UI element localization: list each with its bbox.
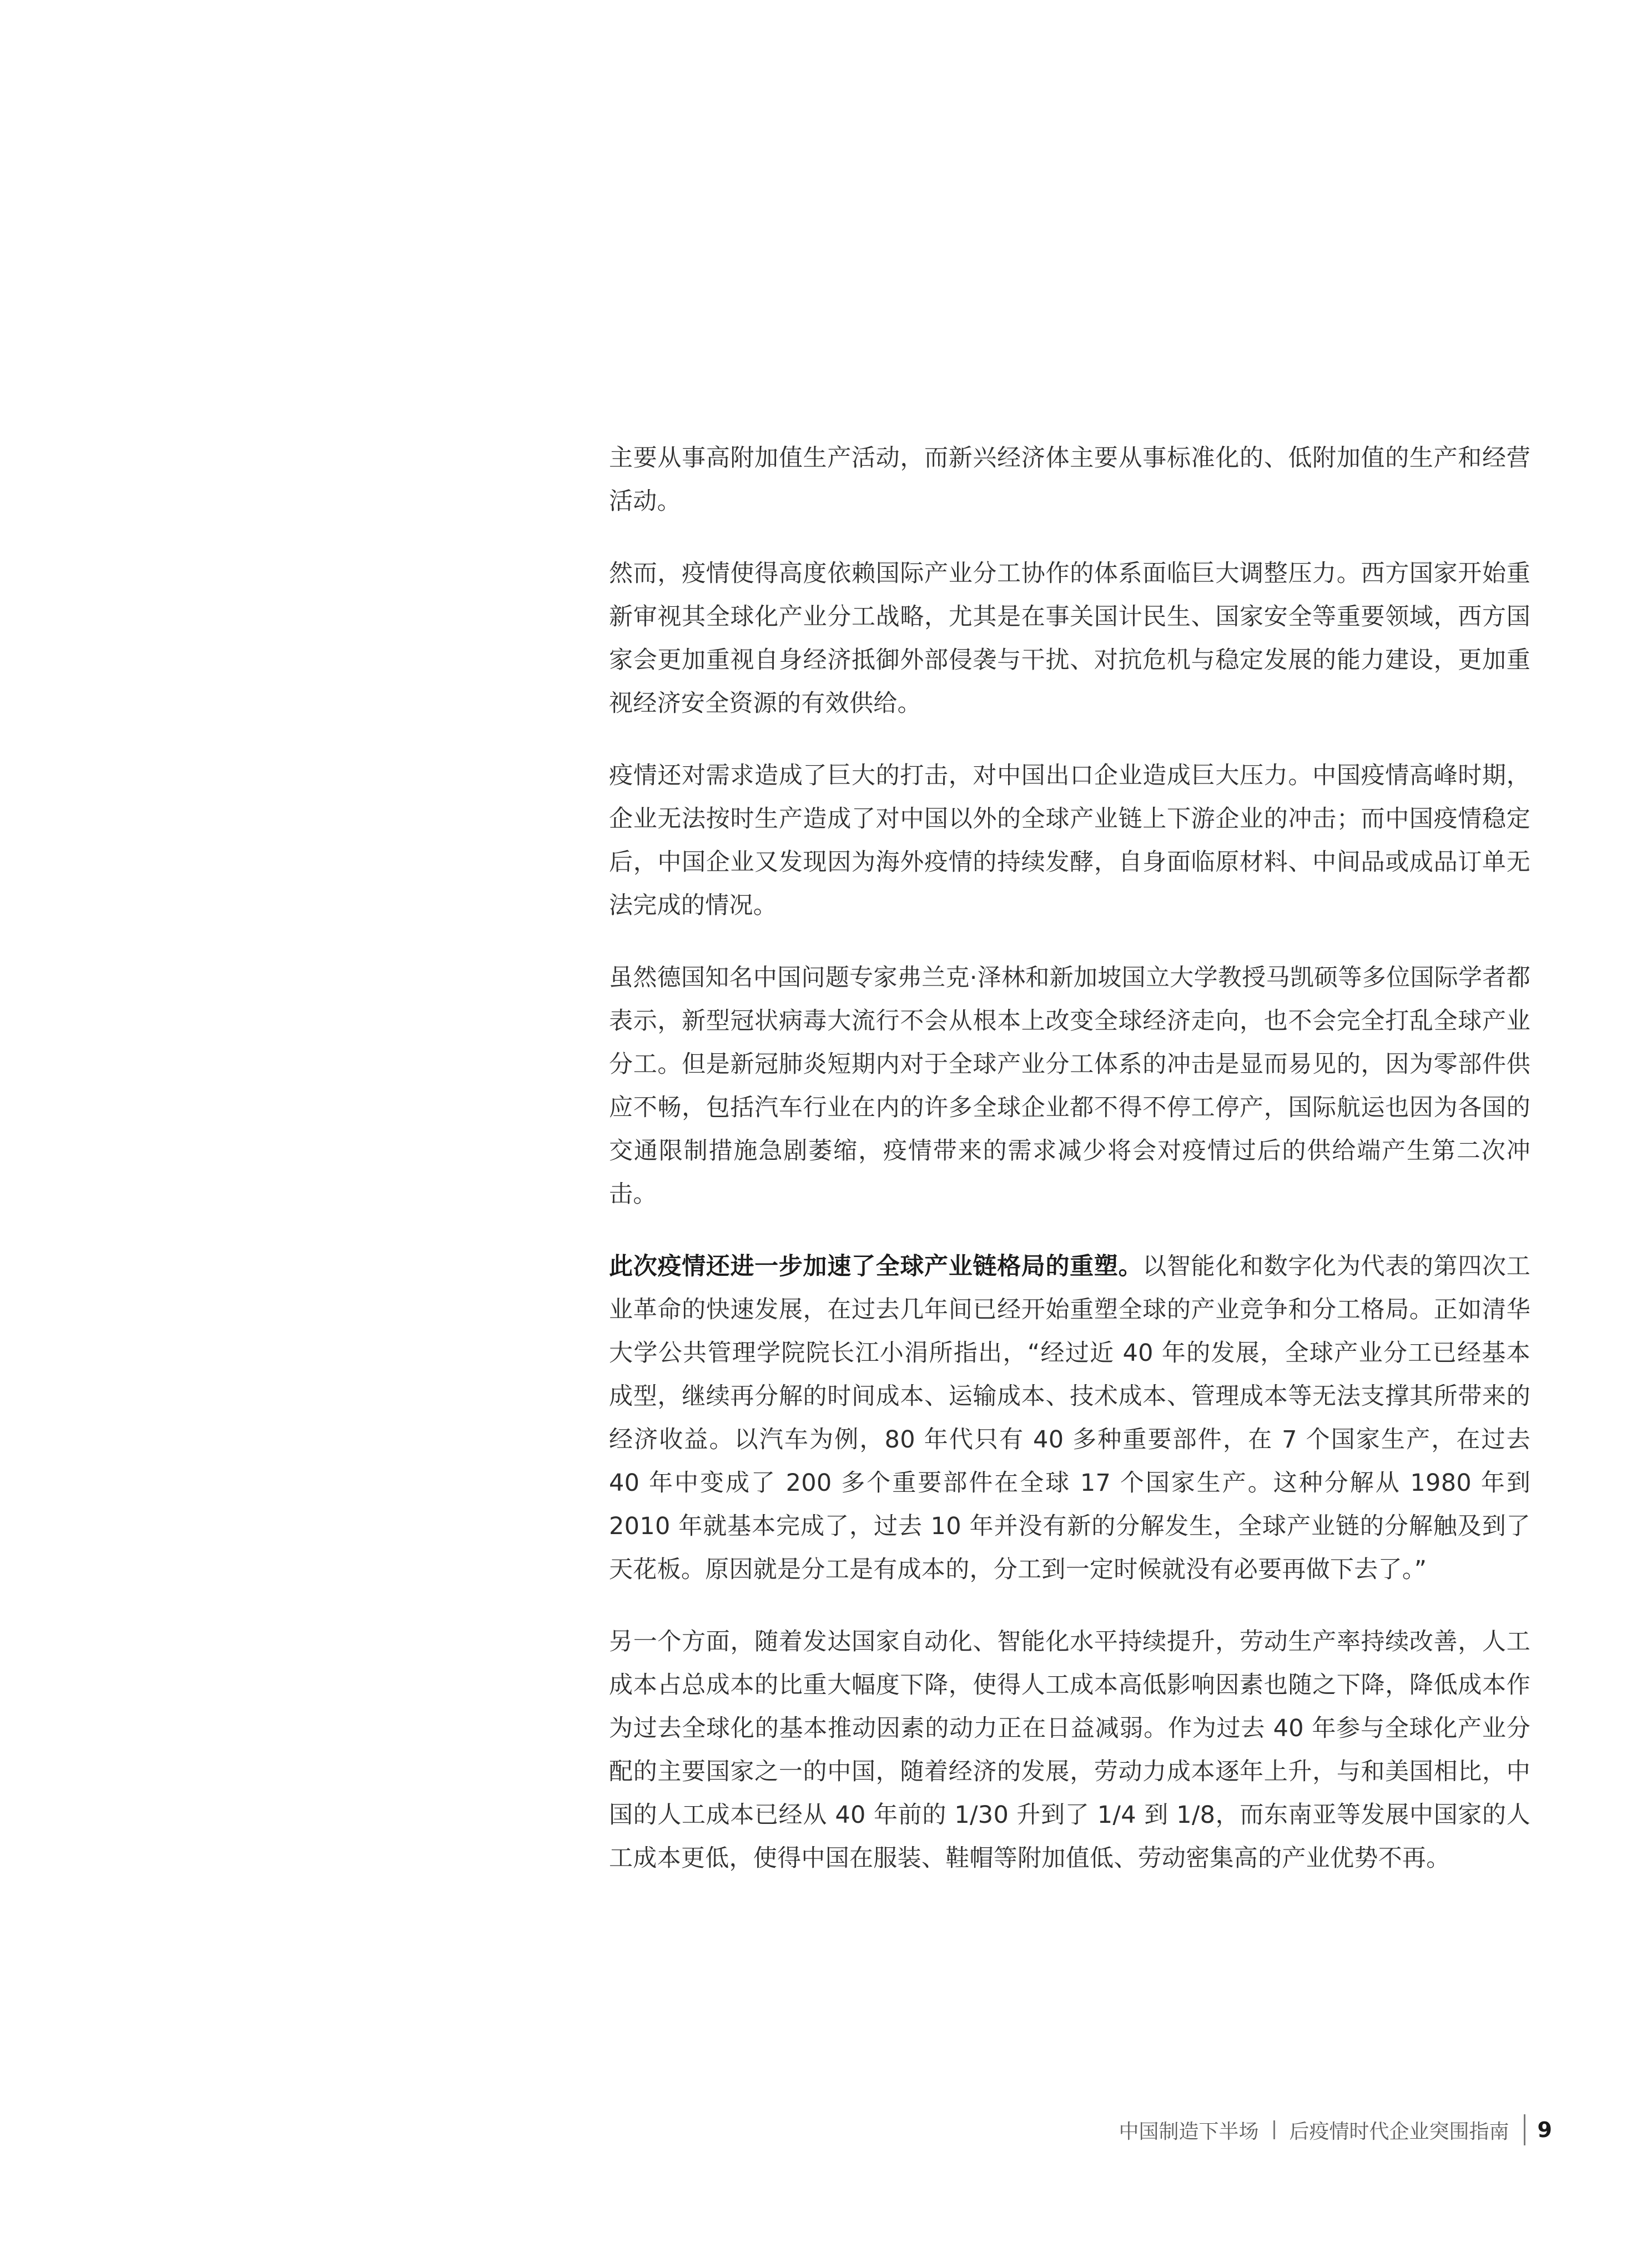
paragraph-5: [609, 1245, 1530, 1591]
footer-report-subtitle: 后疫情时代企业突围指南: [1289, 2120, 1509, 2143]
paragraph-4: [609, 956, 1530, 1216]
paragraph-3: [609, 754, 1530, 927]
paragraph-lead-bold: 此次疫情还进一步加速了全球产业链格局的重塑。: [609, 1253, 1143, 1280]
page-number-divider: [1524, 2114, 1525, 2145]
footer-divider: [1273, 2120, 1275, 2139]
paragraph-text: 疫情还对需求造成了巨大的打击，对中国出口企业造成巨大压力。中国疫情高峰时期，企业无法按时生产造成了对中国以外的全球产业链上下游企业的冲击；而中国疫情稳定后，中国企业又发现因为海外疫情的持续发酵，自身面临原材料、中间品或成品订单无法完成的情况。: [609, 762, 1530, 919]
footer-report-title: 中国制造下半场: [1119, 2120, 1259, 2143]
page-footer: [1119, 2114, 1552, 2145]
article-body: [609, 436, 1530, 1909]
paragraph-text: 另一个方面，随着发达国家自动化、智能化水平持续提升，劳动生产率持续改善，人工成本占总成本的比重大幅度下降，使得人工成本高低影响因素也随之下降，降低成本作为过去全球化的基本推动因素的动力正在日益减弱。作为过去 40 年参与全球化产业分配的主要国家之一的中国，随着经济的发展，劳动力成本逐年上升，与和美国相比，中国的人工成本已经从 40 年前的 1/30 升到了 1/4 到 1/8，而东南亚等发展中国家的人工成本更低，使得中国在服装、鞋帽等附加值低、劳动密集高的产业优势不再。: [609, 1628, 1530, 1872]
paragraph-6: [609, 1620, 1530, 1880]
paragraph-2: [609, 552, 1530, 725]
paragraph-text: 主要从事高附加值生产活动，而新兴经济体主要从事标准化的、低附加值的生产和经营活动。: [609, 444, 1530, 515]
paragraph-text: 然而，疫情使得高度依赖国际产业分工协作的体系面临巨大调整压力。西方国家开始重新审视其全球化产业分工战略，尤其是在事关国计民生、国家安全等重要领域，西方国家会更加重视自身经济抵御外部侵袭与干扰、对抗危机与稳定发展的能力建设，更加重视经济安全资源的有效供给。: [609, 560, 1530, 717]
paragraph-text: 以智能化和数字化为代表的第四次工业革命的快速发展，在过去几年间已经开始重塑全球的产业竞争和分工格局。正如清华大学公共管理学院院长江小涓所指出，“经过近 40 年的发展，全球产业分工已经基本成型，继续再分解的时间成本、运输成本、技术成本、管理成本等无法支撑其所带来的经济收益。以汽车为例，80 年代只有 40 多种重要部件，在 7 个国家生产，在过去 40 年中变成了 200 多个重要部件在全球 17 个国家生产。这种分解从 1980 年到 2010 年就基本完成了，过去 10 年并没有新的分解发生，全球产业链的分解触及到了天花板。原因就是分工是有成本的，分工到一定时候就没有必要再做下去了。”: [609, 1253, 1530, 1584]
paragraph-text: 虽然德国知名中国问题专家弗兰克·泽林和新加坡国立大学教授马凯硕等多位国际学者都表示，新型冠状病毒大流行不会从根本上改变全球经济走向，也不会完全打乱全球产业分工。但是新冠肺炎短期内对于全球产业分工体系的冲击是显而易见的，因为零部件供应不畅，包括汽车行业在内的许多全球企业都不得不停工停产，国际航运也因为各国的交通限制措施急剧萎缩，疫情带来的需求减少将会对疫情过后的供给端产生第二次冲击。: [609, 964, 1530, 1208]
paragraph-1: [609, 436, 1530, 523]
page-number: 9: [1537, 2118, 1552, 2142]
